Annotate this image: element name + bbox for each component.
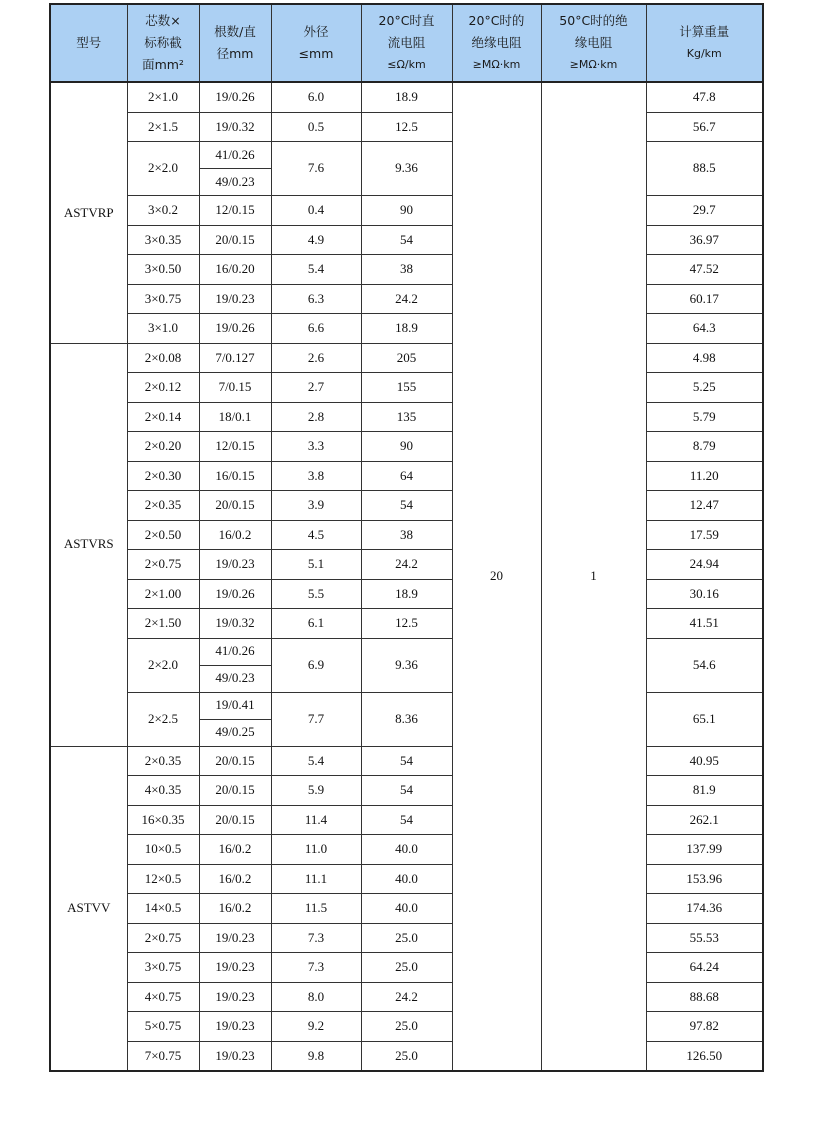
weight-cell: 29.7 xyxy=(646,196,763,226)
strands-cell: 49/0.23 xyxy=(199,665,271,692)
table-row xyxy=(50,491,763,521)
weight-cell: 81.9 xyxy=(646,776,763,806)
table-row xyxy=(50,1041,763,1071)
table-row xyxy=(50,864,763,894)
strands-cell: 16/0.20 xyxy=(199,255,271,285)
cores-cell: 2×1.00 xyxy=(127,579,199,609)
cores-cell: 2×1.50 xyxy=(127,609,199,639)
header-weight-line: 计算重量 xyxy=(679,24,730,39)
header-outer-line: ≤mm xyxy=(298,46,334,61)
weight-cell: 126.50 xyxy=(646,1041,763,1071)
weight-cell: 41.51 xyxy=(646,609,763,639)
header-weight-line: Kg/km xyxy=(686,47,722,60)
cores-cell: 2×0.30 xyxy=(127,461,199,491)
header-ins50-line: ≥MΩ·km xyxy=(569,58,618,71)
strands-cell: 41/0.26 xyxy=(199,142,271,169)
table-row xyxy=(50,432,763,462)
cores-cell: 3×0.75 xyxy=(127,284,199,314)
dc-resistance-cell: 12.5 xyxy=(361,609,452,639)
outer-diameter-cell: 3.8 xyxy=(271,461,361,491)
dc-resistance-cell: 25.0 xyxy=(361,923,452,953)
dc-resistance-cell: 25.0 xyxy=(361,1041,452,1071)
weight-cell: 65.1 xyxy=(646,692,763,746)
table-row xyxy=(50,461,763,491)
table-row xyxy=(50,579,763,609)
table-row xyxy=(50,112,763,142)
header-cores-line: 标称截 xyxy=(144,35,182,50)
strands-cell: 16/0.2 xyxy=(199,864,271,894)
header-weight xyxy=(646,4,763,82)
strands-cell: 16/0.2 xyxy=(199,835,271,865)
table-row xyxy=(50,82,763,112)
dc-resistance-cell: 40.0 xyxy=(361,894,452,924)
table-row xyxy=(50,314,763,344)
weight-cell: 12.47 xyxy=(646,491,763,521)
weight-cell: 64.3 xyxy=(646,314,763,344)
weight-cell: 17.59 xyxy=(646,520,763,550)
outer-diameter-cell: 3.9 xyxy=(271,491,361,521)
table-row xyxy=(50,692,763,719)
strands-cell: 41/0.26 xyxy=(199,638,271,665)
strands-cell: 49/0.23 xyxy=(199,169,271,196)
dc-resistance-cell: 40.0 xyxy=(361,864,452,894)
weight-cell: 88.68 xyxy=(646,982,763,1012)
cores-cell: 2×1.5 xyxy=(127,112,199,142)
strands-cell: 19/0.23 xyxy=(199,982,271,1012)
insulation-20c-cell: 20 xyxy=(452,82,541,1071)
weight-cell: 55.53 xyxy=(646,923,763,953)
cores-cell: 14×0.5 xyxy=(127,894,199,924)
weight-cell: 137.99 xyxy=(646,835,763,865)
strands-cell: 19/0.23 xyxy=(199,550,271,580)
cores-cell: 3×0.50 xyxy=(127,255,199,285)
model-cell: ASTVRP xyxy=(50,82,127,343)
dc-resistance-cell: 54 xyxy=(361,225,452,255)
table-row xyxy=(50,343,763,373)
outer-diameter-cell: 2.7 xyxy=(271,373,361,403)
cores-cell: 7×0.75 xyxy=(127,1041,199,1071)
cores-cell: 4×0.35 xyxy=(127,776,199,806)
dc-resistance-cell: 155 xyxy=(361,373,452,403)
cable-spec-table xyxy=(49,3,764,1072)
table-row xyxy=(50,746,763,776)
outer-diameter-cell: 9.2 xyxy=(271,1012,361,1042)
dc-resistance-cell: 25.0 xyxy=(361,953,452,983)
dc-resistance-cell: 90 xyxy=(361,196,452,226)
outer-diameter-cell: 8.0 xyxy=(271,982,361,1012)
cores-cell: 12×0.5 xyxy=(127,864,199,894)
outer-diameter-cell: 11.5 xyxy=(271,894,361,924)
header-strands xyxy=(199,4,271,82)
dc-resistance-cell: 9.36 xyxy=(361,638,452,692)
outer-diameter-cell: 6.6 xyxy=(271,314,361,344)
cores-cell: 2×2.0 xyxy=(127,142,199,196)
header-cores-line: 芯数× xyxy=(145,13,181,28)
outer-diameter-cell: 11.1 xyxy=(271,864,361,894)
cores-cell: 2×0.75 xyxy=(127,550,199,580)
header-strands-line: 径mm xyxy=(216,46,254,61)
weight-cell: 47.52 xyxy=(646,255,763,285)
strands-cell: 20/0.15 xyxy=(199,491,271,521)
cores-cell: 2×1.0 xyxy=(127,82,199,112)
cores-cell: 2×0.50 xyxy=(127,520,199,550)
table-body xyxy=(50,82,763,1071)
table-row xyxy=(50,402,763,432)
outer-diameter-cell: 5.1 xyxy=(271,550,361,580)
outer-diameter-cell: 6.1 xyxy=(271,609,361,639)
outer-diameter-cell: 3.3 xyxy=(271,432,361,462)
table-row xyxy=(50,805,763,835)
table-row xyxy=(50,923,763,953)
dc-resistance-cell: 135 xyxy=(361,402,452,432)
strands-cell: 20/0.15 xyxy=(199,776,271,806)
outer-diameter-cell: 7.7 xyxy=(271,692,361,746)
weight-cell: 11.20 xyxy=(646,461,763,491)
model-cell: ASTVV xyxy=(50,746,127,1071)
dc-resistance-cell: 38 xyxy=(361,255,452,285)
strands-cell: 20/0.15 xyxy=(199,805,271,835)
dc-resistance-cell: 38 xyxy=(361,520,452,550)
cores-cell: 2×0.12 xyxy=(127,373,199,403)
strands-cell: 20/0.15 xyxy=(199,225,271,255)
strands-cell: 16/0.2 xyxy=(199,894,271,924)
weight-cell: 56.7 xyxy=(646,112,763,142)
weight-cell: 54.6 xyxy=(646,638,763,692)
header-ins20-line: 20°C时的 xyxy=(468,13,525,28)
table-row xyxy=(50,255,763,285)
weight-cell: 30.16 xyxy=(646,579,763,609)
weight-cell: 88.5 xyxy=(646,142,763,196)
outer-diameter-cell: 9.8 xyxy=(271,1041,361,1071)
dc-resistance-cell: 12.5 xyxy=(361,112,452,142)
strands-cell: 16/0.2 xyxy=(199,520,271,550)
strands-cell: 7/0.15 xyxy=(199,373,271,403)
dc-resistance-cell: 54 xyxy=(361,746,452,776)
header-dc-line: 流电阻 xyxy=(387,35,426,50)
header-model xyxy=(50,4,127,82)
weight-cell: 24.94 xyxy=(646,550,763,580)
header-insulation-50c xyxy=(541,4,646,82)
dc-resistance-cell: 90 xyxy=(361,432,452,462)
strands-cell: 49/0.25 xyxy=(199,719,271,746)
outer-diameter-cell: 0.5 xyxy=(271,112,361,142)
header-strands-line: 根数/直 xyxy=(214,24,256,39)
header-cores xyxy=(127,4,199,82)
cores-cell: 2×0.14 xyxy=(127,402,199,432)
weight-cell: 4.98 xyxy=(646,343,763,373)
outer-diameter-cell: 2.6 xyxy=(271,343,361,373)
outer-diameter-cell: 6.3 xyxy=(271,284,361,314)
strands-cell: 19/0.41 xyxy=(199,692,271,719)
header-dc-resistance xyxy=(361,4,452,82)
dc-resistance-cell: 54 xyxy=(361,805,452,835)
dc-resistance-cell: 24.2 xyxy=(361,982,452,1012)
header-dc-line: 20°C时直 xyxy=(378,13,435,28)
cores-cell: 2×2.5 xyxy=(127,692,199,746)
outer-diameter-cell: 5.9 xyxy=(271,776,361,806)
cores-cell: 3×0.35 xyxy=(127,225,199,255)
model-cell: ASTVRS xyxy=(50,343,127,746)
strands-cell: 19/0.23 xyxy=(199,1012,271,1042)
cores-cell: 10×0.5 xyxy=(127,835,199,865)
dc-resistance-cell: 8.36 xyxy=(361,692,452,746)
outer-diameter-cell: 4.5 xyxy=(271,520,361,550)
dc-resistance-cell: 205 xyxy=(361,343,452,373)
header-model-line: 型号 xyxy=(76,35,102,50)
header-ins20-line: ≥MΩ·km xyxy=(472,58,521,71)
table-row xyxy=(50,982,763,1012)
outer-diameter-cell: 11.0 xyxy=(271,835,361,865)
dc-resistance-cell: 18.9 xyxy=(361,579,452,609)
cores-cell: 3×1.0 xyxy=(127,314,199,344)
dc-resistance-cell: 25.0 xyxy=(361,1012,452,1042)
header-outer-line: 外径 xyxy=(303,24,329,39)
weight-cell: 47.8 xyxy=(646,82,763,112)
dc-resistance-cell: 9.36 xyxy=(361,142,452,196)
header-ins50-line: 50°C时的绝 xyxy=(559,13,628,28)
header-ins20-line: 绝缘电阻 xyxy=(471,35,522,50)
dc-resistance-cell: 24.2 xyxy=(361,284,452,314)
weight-cell: 97.82 xyxy=(646,1012,763,1042)
table-row xyxy=(50,196,763,226)
table-row xyxy=(50,638,763,665)
dc-resistance-cell: 24.2 xyxy=(361,550,452,580)
cores-cell: 2×0.20 xyxy=(127,432,199,462)
table-row xyxy=(50,225,763,255)
strands-cell: 19/0.26 xyxy=(199,82,271,112)
weight-cell: 174.36 xyxy=(646,894,763,924)
cores-cell: 5×0.75 xyxy=(127,1012,199,1042)
outer-diameter-cell: 0.4 xyxy=(271,196,361,226)
table-row xyxy=(50,776,763,806)
header-dc-line: ≤Ω/km xyxy=(387,58,426,71)
weight-cell: 5.79 xyxy=(646,402,763,432)
dc-resistance-cell: 64 xyxy=(361,461,452,491)
strands-cell: 19/0.23 xyxy=(199,1041,271,1071)
table-row xyxy=(50,609,763,639)
cores-cell: 2×0.08 xyxy=(127,343,199,373)
strands-cell: 12/0.15 xyxy=(199,432,271,462)
strands-cell: 7/0.127 xyxy=(199,343,271,373)
cores-cell: 3×0.75 xyxy=(127,953,199,983)
weight-cell: 262.1 xyxy=(646,805,763,835)
weight-cell: 40.95 xyxy=(646,746,763,776)
strands-cell: 20/0.15 xyxy=(199,746,271,776)
header-row xyxy=(50,4,763,82)
header-insulation-20c xyxy=(452,4,541,82)
dc-resistance-cell: 18.9 xyxy=(361,82,452,112)
table-row xyxy=(50,1012,763,1042)
table-row xyxy=(50,142,763,169)
dc-resistance-cell: 54 xyxy=(361,491,452,521)
strands-cell: 19/0.23 xyxy=(199,284,271,314)
weight-cell: 8.79 xyxy=(646,432,763,462)
outer-diameter-cell: 7.3 xyxy=(271,953,361,983)
dc-resistance-cell: 54 xyxy=(361,776,452,806)
strands-cell: 19/0.23 xyxy=(199,953,271,983)
weight-cell: 153.96 xyxy=(646,864,763,894)
cores-cell: 2×2.0 xyxy=(127,638,199,692)
table-row xyxy=(50,953,763,983)
cores-cell: 16×0.35 xyxy=(127,805,199,835)
weight-cell: 60.17 xyxy=(646,284,763,314)
header-cores-line: 面mm² xyxy=(142,57,184,72)
strands-cell: 19/0.32 xyxy=(199,609,271,639)
table-row xyxy=(50,373,763,403)
strands-cell: 19/0.26 xyxy=(199,314,271,344)
header-ins50-line: 缘电阻 xyxy=(574,35,613,50)
cores-cell: 2×0.75 xyxy=(127,923,199,953)
strands-cell: 19/0.26 xyxy=(199,579,271,609)
table-row xyxy=(50,835,763,865)
strands-cell: 12/0.15 xyxy=(199,196,271,226)
strands-cell: 19/0.23 xyxy=(199,923,271,953)
outer-diameter-cell: 6.0 xyxy=(271,82,361,112)
outer-diameter-cell: 7.6 xyxy=(271,142,361,196)
table-row xyxy=(50,550,763,580)
insulation-50c-cell: 1 xyxy=(541,82,646,1071)
dc-resistance-cell: 40.0 xyxy=(361,835,452,865)
cores-cell: 2×0.35 xyxy=(127,491,199,521)
outer-diameter-cell: 6.9 xyxy=(271,638,361,692)
cores-cell: 2×0.35 xyxy=(127,746,199,776)
outer-diameter-cell: 5.4 xyxy=(271,746,361,776)
outer-diameter-cell: 4.9 xyxy=(271,225,361,255)
outer-diameter-cell: 5.4 xyxy=(271,255,361,285)
outer-diameter-cell: 5.5 xyxy=(271,579,361,609)
cores-cell: 4×0.75 xyxy=(127,982,199,1012)
strands-cell: 16/0.15 xyxy=(199,461,271,491)
strands-cell: 19/0.32 xyxy=(199,112,271,142)
dc-resistance-cell: 18.9 xyxy=(361,314,452,344)
outer-diameter-cell: 7.3 xyxy=(271,923,361,953)
table-row xyxy=(50,894,763,924)
weight-cell: 36.97 xyxy=(646,225,763,255)
outer-diameter-cell: 11.4 xyxy=(271,805,361,835)
outer-diameter-cell: 2.8 xyxy=(271,402,361,432)
cores-cell: 3×0.2 xyxy=(127,196,199,226)
weight-cell: 5.25 xyxy=(646,373,763,403)
table-row xyxy=(50,284,763,314)
strands-cell: 18/0.1 xyxy=(199,402,271,432)
table-row xyxy=(50,520,763,550)
header-outer-diameter xyxy=(271,4,361,82)
weight-cell: 64.24 xyxy=(646,953,763,983)
